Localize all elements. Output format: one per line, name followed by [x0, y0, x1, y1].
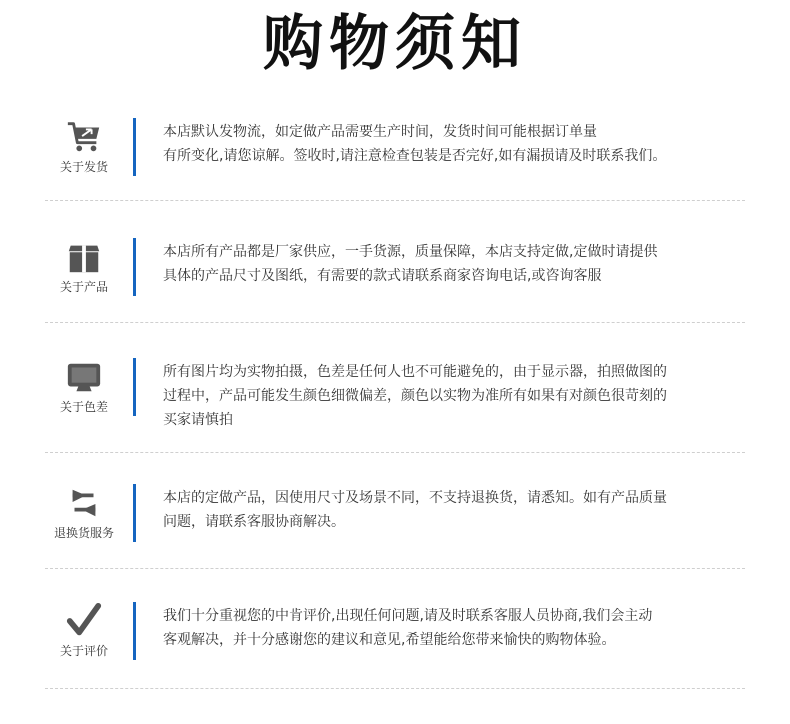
section-icon-box [45, 358, 123, 448]
text-line: 所有图片均为实物拍摄，色差是任何人也不可能避免的，由于显示器，拍照做图的 [163, 364, 667, 380]
text-line: 本店所有产品都是厂家供应，一手货源，质量保障，本店支持定做,定做时请提供 [163, 244, 658, 260]
monitor-icon [65, 358, 103, 396]
text-line: 我们十分重视您的中肯评价,出现任何问题,请及时联系客服人员协商,我们会主动 [163, 608, 653, 624]
section-icon-box [45, 238, 123, 328]
section-label: 关于评价 [59, 644, 108, 658]
section-label: 退换货服务 [53, 526, 114, 540]
section-icon-box [45, 602, 123, 692]
exchange-arrows-icon [65, 484, 103, 522]
accent-bar [133, 484, 136, 542]
shopping-cart-icon [65, 118, 103, 156]
section-label: 关于产品 [59, 280, 108, 294]
accent-bar [133, 358, 136, 416]
checkmark-icon [65, 602, 103, 640]
text-line: 过程中，产品可能发生颜色细微偏差，颜色以实物为准所有如果有对颜色很苛刻的 [163, 388, 667, 404]
section-text [163, 486, 753, 534]
page-title: 购物须知 [263, 9, 527, 79]
text-line: 本店的定做产品，因使用尺寸及场景不同，不支持退换货，请悉知。如有产品质量 [163, 490, 667, 506]
section-product [45, 238, 745, 360]
text-line: 本店默认发物流，如定做产品需要生产时间，发货时间可能根据订单量 [163, 124, 597, 140]
accent-bar [133, 238, 136, 296]
section-icon-box [45, 484, 123, 574]
text-line: 具体的产品尺寸及图纸，有需要的款式请联系商家咨询电话,或咨询客服 [163, 268, 602, 284]
package-box-icon [65, 238, 103, 276]
section-color-difference [45, 358, 745, 480]
divider [45, 688, 745, 689]
section-label: 关于发货 [59, 160, 108, 174]
divider [45, 200, 745, 201]
section-text [163, 240, 753, 288]
section-text [163, 360, 753, 432]
section-text [163, 120, 753, 168]
text-line: 客观解决，并十分感谢您的建议和意见,希望能给您带来愉快的购物体验。 [163, 632, 616, 648]
section-label: 关于色差 [59, 400, 108, 414]
accent-bar [133, 118, 136, 176]
section-shipping [45, 118, 745, 240]
section-text [163, 604, 753, 652]
text-line: 问题，请联系客服协商解决。 [163, 514, 345, 530]
divider [45, 322, 745, 323]
section-return-service [45, 484, 745, 606]
section-review [45, 602, 745, 724]
section-icon-box [45, 118, 123, 208]
text-line: 买家请慎拍 [163, 412, 233, 428]
divider [45, 452, 745, 453]
text-line: 有所变化,请您谅解。签收时,请注意检查包装是否完好,如有漏损请及时联系我们。 [163, 148, 667, 164]
accent-bar [133, 602, 136, 660]
divider [45, 568, 745, 569]
